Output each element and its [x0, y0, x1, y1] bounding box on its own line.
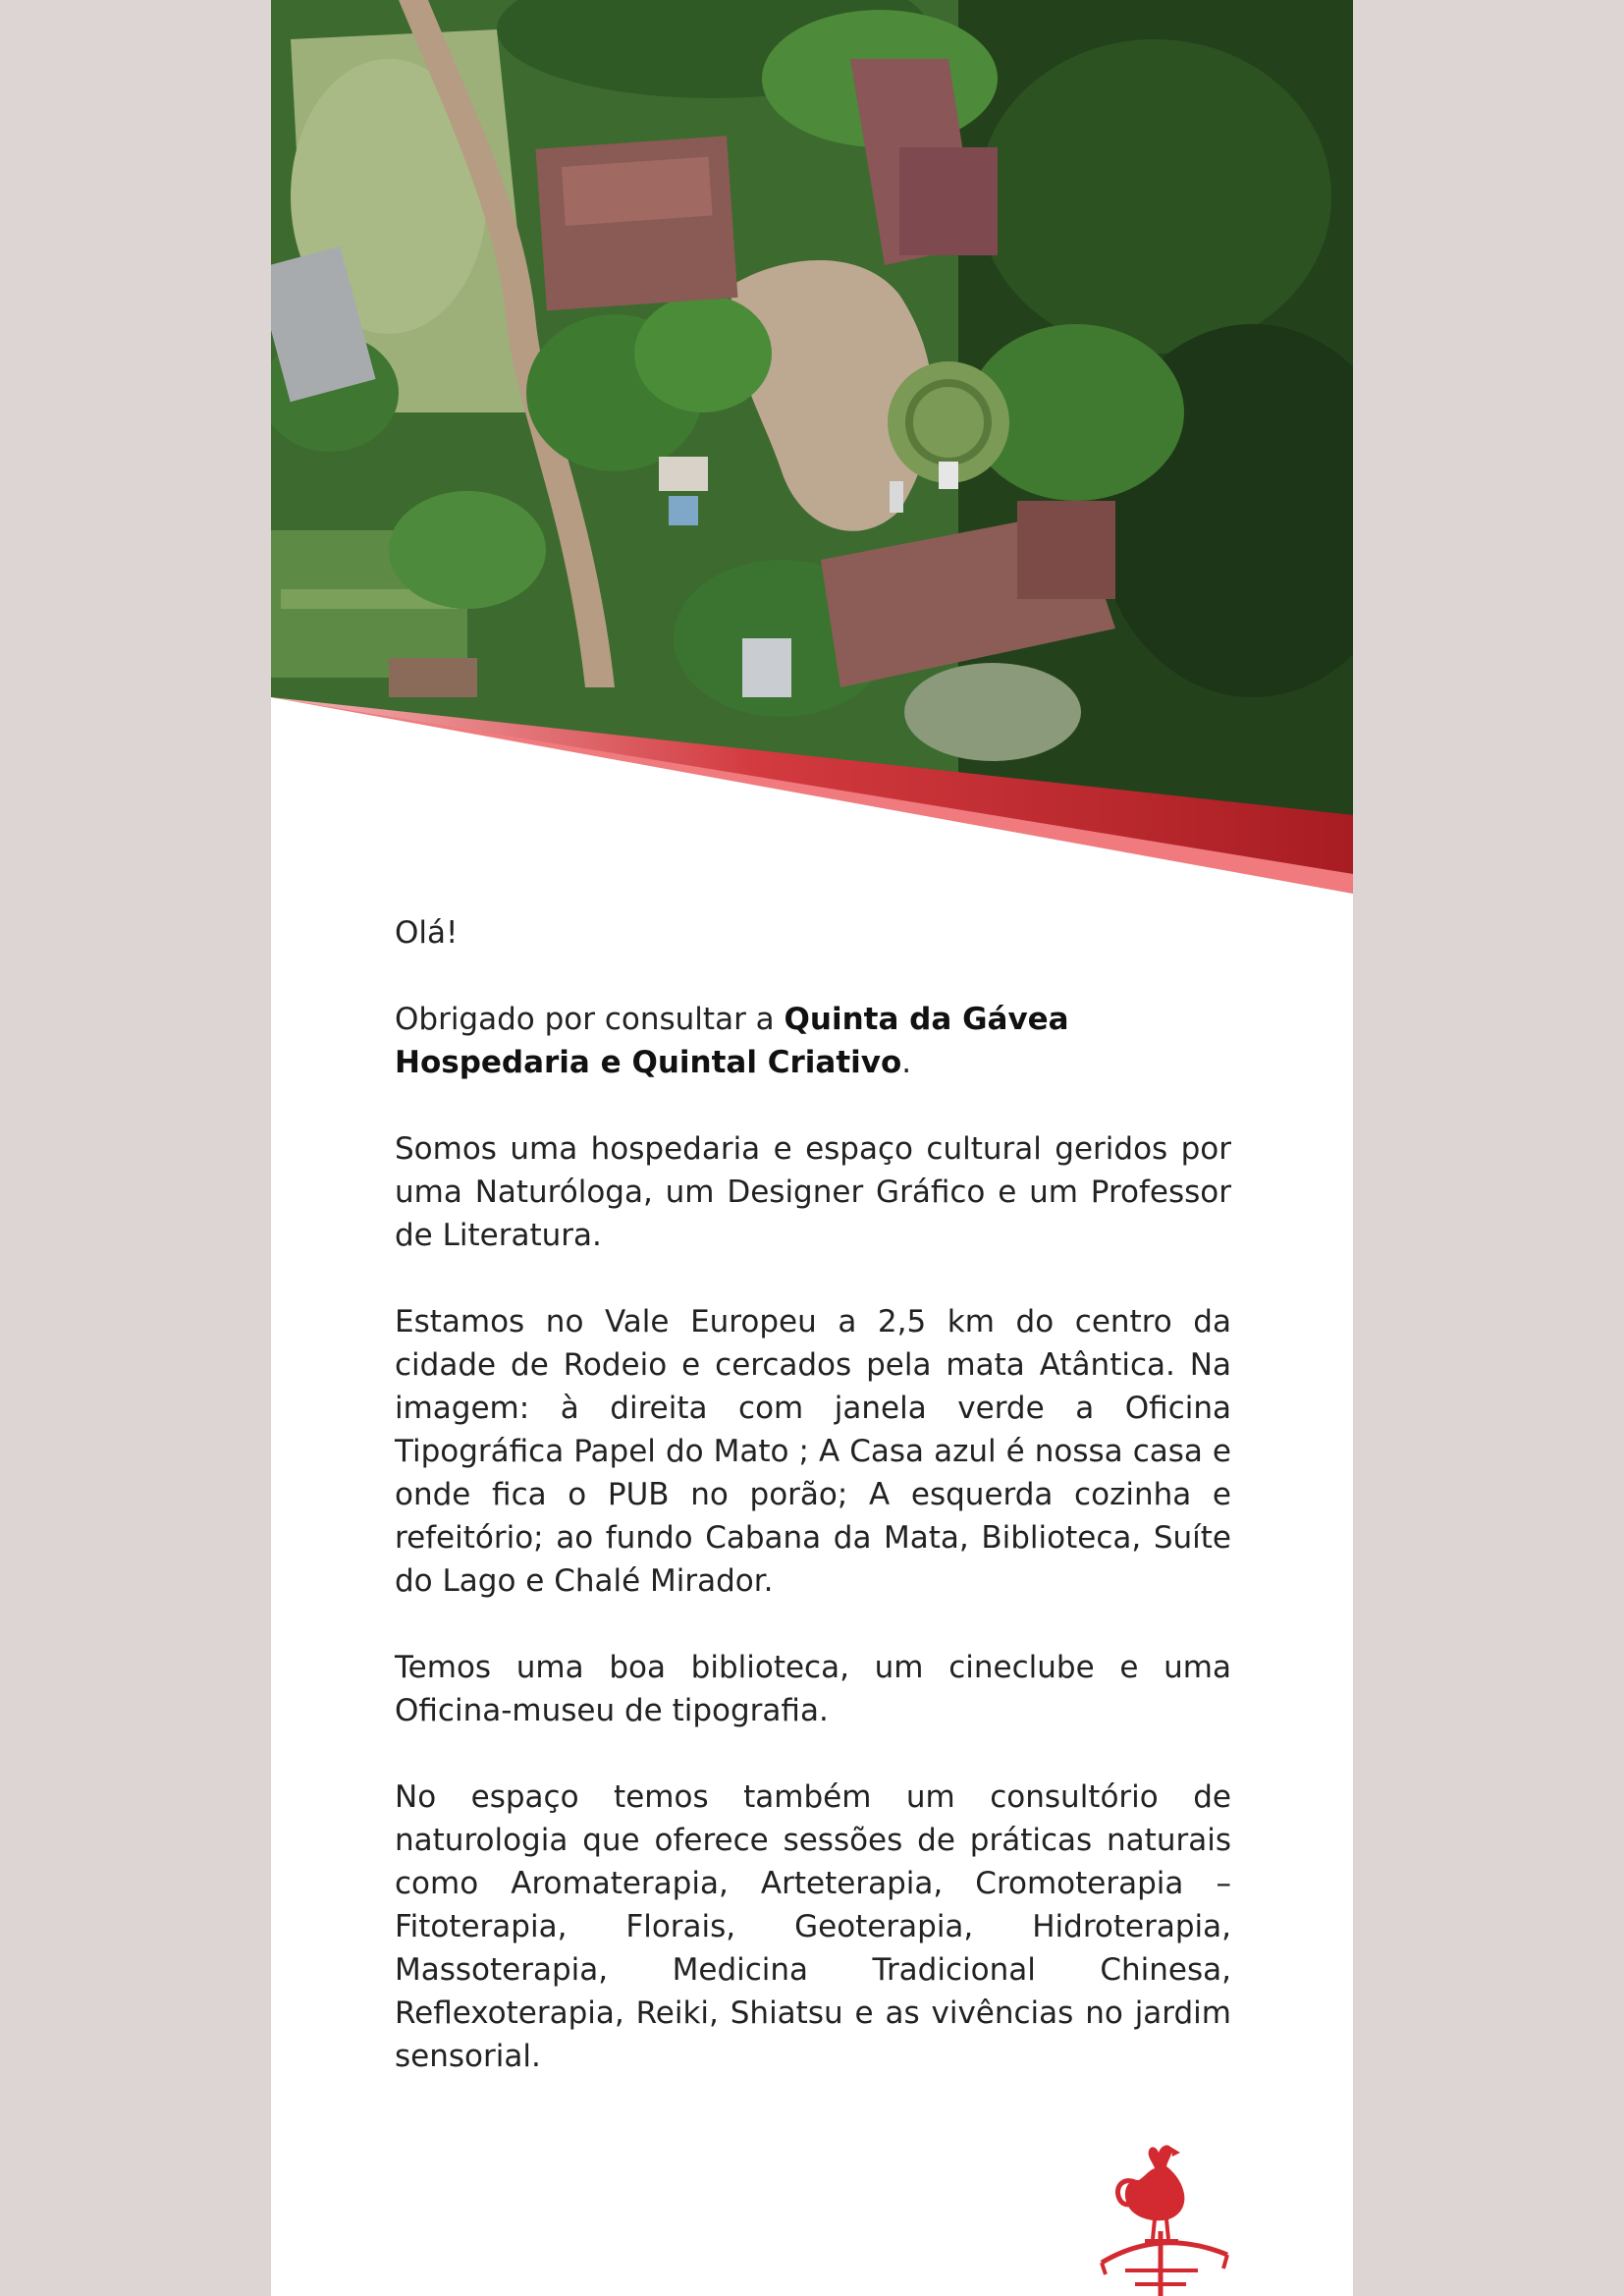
- about-paragraph: Somos uma hospedaria e espaço cultural geridos por uma Naturóloga, um Designer Gráfico e um Professor de Literatura.: [395, 1131, 1231, 1253]
- greeting: Olá!: [395, 915, 459, 951]
- intro-prefix: Obrigado por consultar a: [395, 1002, 785, 1037]
- naturology-paragraph: No espaço temos também um consultório de naturologia que oferece sessões de práticas naturais como Aromaterapia, Arteterapia, Cromoterapia – Fitoterapia, Florais, Geoterapia, Hidroterapia, Massoterapia, Medicina Tradicional Chinesa, Reflexoterapia, Reiki, Shiatsu e as vivências no jardim sensorial.: [395, 1779, 1231, 2074]
- location-paragraph: Estamos no Vale Europeu a 2,5 km do centro da cidade de Rodeio e cercados pela mata Atântica. Na imagem: à direita com janela verde a Oficina Tipográfica Papel do Mato ; A Casa azul é nossa casa e onde fica o PUB no porão; A esquerda cozinha e refeitório; ao fundo Cabana da Mata, Biblioteca, Suíte do Lago e Chalé Mirador.: [395, 1304, 1231, 1599]
- aerial-photo: [271, 0, 1353, 894]
- intro-paragraph: [395, 998, 1231, 1084]
- body-text: [395, 911, 1231, 2121]
- intro-suffix: .: [901, 1045, 912, 1080]
- rooster-weathervane-icon: [1096, 2137, 1233, 2296]
- culture-paragraph: Temos uma boa biblioteca, um cineclube e uma Oficina-museu de tipografia.: [395, 1650, 1231, 1728]
- business-name: Quinta da Gávea Hospedaria e Quintal Criativo: [395, 1002, 1069, 1080]
- brochure-page: [271, 0, 1353, 2296]
